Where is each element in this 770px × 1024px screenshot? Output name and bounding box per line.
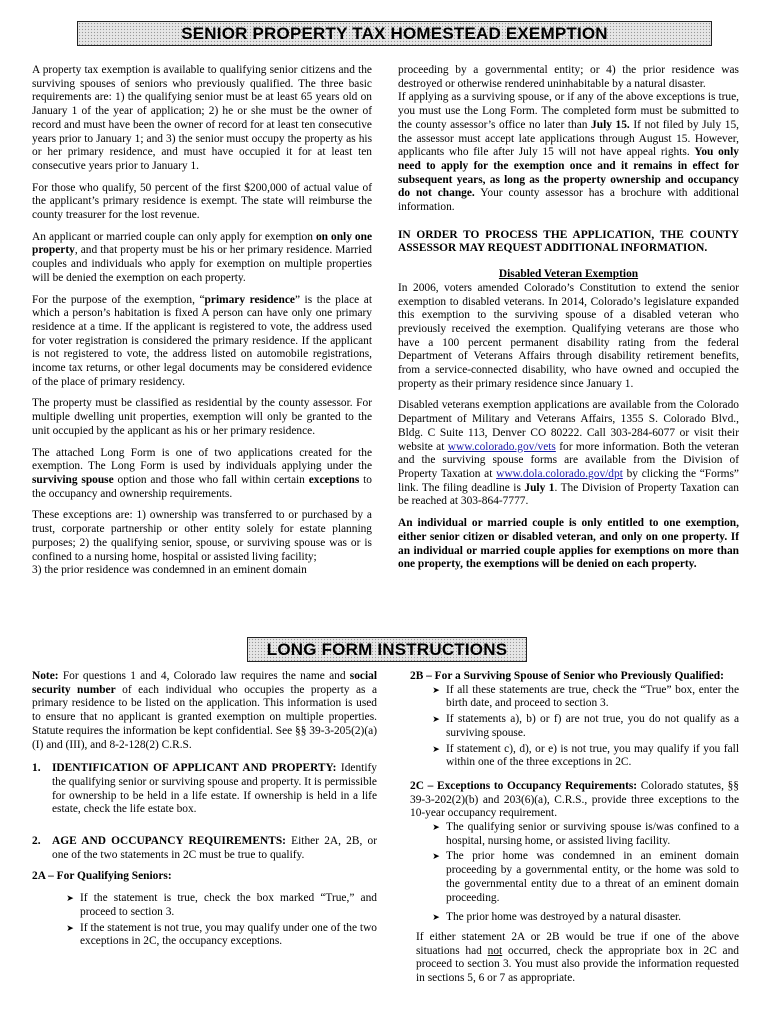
arrow-bullet-icon: ➤ xyxy=(432,743,440,754)
arrow-bullet-icon: ➤ xyxy=(66,893,74,904)
list-item: ➤ If the statement is not true, you may qualify under one of the two exceptions in 2C, the occupancy exceptions. xyxy=(60,922,377,949)
long-form-right-column xyxy=(410,670,739,994)
section-title: LONG FORM INSTRUCTIONS xyxy=(266,639,508,659)
arrow-bullet-icon: ➤ xyxy=(432,714,440,725)
intro-paragraph: The property must be classified as residential by the county assessor. For multiple dwelling unit properties, exemption will only be granted to the unit occupied by the applicant as his or her primary residence. xyxy=(32,397,372,437)
subsection-2c-list xyxy=(426,821,739,925)
page-title: SENIOR PROPERTY TAX HOMESTEAD EXEMPTION xyxy=(181,23,608,43)
long-form-left-column xyxy=(32,670,377,955)
arrow-bullet-icon: ➤ xyxy=(432,912,440,923)
intro-paragraph: The attached Long Form is one of two applications created for the exemption. The Long Form is used by individuals applying under the surviving spouse option and those who fall within certain exceptions to the occupancy and ownership requirements. xyxy=(32,446,372,500)
intro-paragraph: For the purpose of the exemption, “primary residence” is the place at which a person’s habitation is fixed A person can have only one primary residence at a time. If the applicant is registered to vote, the address used for voter registration is considered the primary residence. If the applicant is not registered to vote, the address listed on automobile registrations, income tax returns, or other legal documents may be considered evidence of the place of primary residency. xyxy=(32,293,372,388)
list-item: ➤ If statement c), d), or e) is not true, you may qualify if you fall within one of the three exceptions in 2C. xyxy=(426,743,739,770)
intro-paragraph: 3) the prior residence was condemned in an eminent domain xyxy=(32,564,307,577)
list-item: ➤ The qualifying senior or surviving spouse is/was confined to a hospital, nursing home, or assisted living facility. xyxy=(426,821,739,848)
intro-paragraph: In 2006, voters amended Colorado’s Constitution to extend the senior exemption to disabled veterans. In 2014, Colorado’s legislature expanded this exemption to the surviving spouse of a disabled veteran who previously received the exemption. Qualifying veterans are those who have a 100 percent permanent disability rating from the federal Department of Veterans Affairs through disability retirement benefits, from a service-connected disability, who have owned and occupied the property as their primary residence since January 1. xyxy=(398,281,739,390)
instruction-item-1: 1. IDENTIFICATION OF APPLICANT AND PROPERTY: Identify the qualifying senior or surviving spouse and property. It is permissible for ownership to be held in a life estate. If ownership is held in a life estate, check the life estate box. xyxy=(32,762,377,816)
subsection-2a-list xyxy=(60,892,377,949)
list-item: ➤ If statements a), b) or f) are not true, you do not qualify as a surviving spouse. xyxy=(426,713,739,740)
subsection-2b-heading: 2B – For a Surviving Spouse of Senior who Previously Qualified: xyxy=(410,670,724,682)
dpt-website-link[interactable]: www.dola.colorado.gov/dpt xyxy=(496,467,623,480)
notice-paragraph: IN ORDER TO PROCESS THE APPLICATION, THE COUNTY ASSESSOR MAY REQUEST ADDITIONAL INFORMATION. xyxy=(398,228,739,255)
intro-paragraph: An applicant or married couple can only apply for exemption on only one property, and that property must be his or her primary residence. Married couples and individuals who apply for exemption on multiple properties will be denied the exemption on each property. xyxy=(32,230,372,284)
title-banner xyxy=(77,21,712,46)
intro-paragraph: These exceptions are: 1) ownership was transferred to or purchased by a trust, corporate partnership or other entity solely for estate planning purposes; 2) the qualifying senior, spouse, or surviving spouse was or is confined to a nursing home, hospital or assisted living facility; xyxy=(32,509,372,563)
arrow-bullet-icon: ➤ xyxy=(66,922,74,933)
list-item: ➤ If all these statements are true, check the “True” box, enter the birth date, and proceed to section 3. xyxy=(426,684,739,711)
note-paragraph: Note: For questions 1 and 4, Colorado law requires the name and social security number of each individual who occupies the property as a primary residence to be listed on the application. This information is used to ensure that no applicant is granted exemption on multiple properties. Statute requires the information be kept confidential. See §§ 39-3-205(2)(a)(I) and (III), and 8-2-128(2) C.R.S. xyxy=(32,670,377,751)
arrow-bullet-icon: ➤ xyxy=(432,851,440,862)
intro-paragraph: A property tax exemption is available to qualifying senior citizens and the surviving spouses of seniors who previously qualified. The three basic requirements are: 1) the qualifying senior must be at least 65 years old on January 1 of the year of application; 2) he or she must be the owner of record and must have been the owner of record for at least ten consecutive years prior to January 1; and 3) the senior must occupy the property as his or her primary residence, and must have occupied it for at least ten consecutive years prior to January 1. xyxy=(32,64,372,172)
intro-paragraph: proceeding by a governmental entity; or 4) the prior residence was destroyed or otherwise rendered uninhabitable by a natural disaster. xyxy=(398,64,739,90)
notice-paragraph: An individual or married couple is only entitled to one exemption, either senior citizen or disabled veteran, and only on one property. If an individual or married couple applies for exemptions on more than one property, the exemptions will be denied on each property. xyxy=(398,517,739,571)
intro-paragraph: If applying as a surviving spouse, or if any of the above exceptions is true, you must use the Long Form. The completed form must be submitted to the county assessor’s office no later than July 15. If not filed by July 15, the assessor must accept late applications through August 15. However, applicants who file after July 15 will not have appeal rights. You only need to apply for the exemption once and it remains in effect for subsequent years, as long as the property ownership and occupancy do not change. Your county assessor has a brochure with additional information. xyxy=(398,91,739,214)
subsection-2b-list xyxy=(426,684,739,770)
arrow-bullet-icon: ➤ xyxy=(432,684,440,695)
subsection-2c-paragraph: 2C – Exceptions to Occupancy Requirements: Colorado statutes, §§ 39-3-202(2)(b) and 203(6)(a), C.R.S., provide three exceptions to the 10-year occupancy requirement. xyxy=(410,779,739,820)
list-item: ➤ The prior home was condemned in an eminent domain proceeding by a governmental entity, or the home was sold to the governmental entity due to a threat of an eminent domain proceeding. xyxy=(426,850,739,905)
intro-paragraph: Disabled veterans exemption applications are available from the Colorado Department of Military and Veterans Affairs, 1355 S. Colorado Blvd., Bldg. C Suite 113, Denver CO 80222. Call 303-284-6077 or visit their website at www.colorado.gov/vets for more information. Both the veteran and the surviving spouse forms are available from the Division of Property Taxation at www.dola.colorado.gov/dpt by clicking the “Forms” link. The filing deadline is July 1. The Division of Property Taxation can be reached at 303-864-7777. xyxy=(398,399,740,508)
intro-right-column xyxy=(398,64,739,580)
subsection-2a-heading: 2A – For Qualifying Seniors: xyxy=(32,870,172,883)
arrow-bullet-icon: ➤ xyxy=(432,822,440,833)
intro-paragraph: For those who qualify, 50 percent of the first $200,000 of actual value of the applicant’s primary residence is exempt. The state will reimburse the county treasurer for the lost revenue. xyxy=(32,181,372,222)
final-paragraph: If either statement 2A or 2B would be true if one of the above situations had not occurred, check the appropriate box in 2C and proceed to section 3. You must also provide the information requested in sections 5, 6 or 7 as appropriate. xyxy=(416,930,739,985)
vets-website-link[interactable]: www.colorado.gov/vets xyxy=(447,440,556,453)
section-heading: Disabled Veteran Exemption xyxy=(498,268,639,281)
list-item: ➤ If the statement is true, check the box marked “True,” and proceed to section 3. xyxy=(60,892,377,919)
list-item: ➤ The prior home was destroyed by a natural disaster. xyxy=(426,911,739,925)
intro-left-column xyxy=(32,64,372,586)
instruction-item-2: 2. AGE AND OCCUPANCY REQUIREMENTS: Either 2A, 2B, or one of the two statements in 2C must be true to qualify. xyxy=(32,835,378,861)
long-form-banner xyxy=(247,637,527,662)
